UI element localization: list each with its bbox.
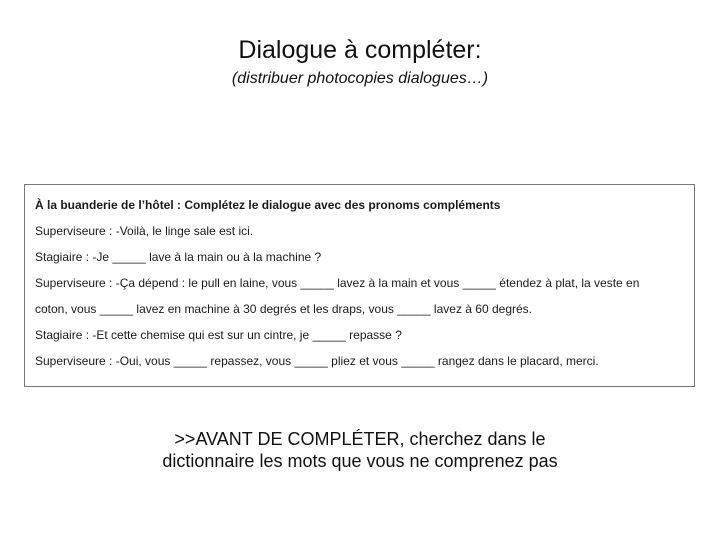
slide-subtitle: (distribuer photocopies dialogues…): [231, 70, 489, 87]
dialogue-line: Stagiaire : -Et cette chemise qui est sur un cintre, je _____ repasse ?: [35, 328, 402, 342]
instruction-text: [0, 428, 720, 472]
exercise-image: [24, 184, 695, 387]
instruction-line-1: >>AVANT DE COMPLÉTER, cherchez dans le: [174, 429, 546, 449]
slide-title: Dialogue à compléter:: [238, 36, 482, 64]
dialogue-line: Superviseure : -Voilà, le linge sale est ici.: [35, 224, 254, 238]
instruction-line-2: dictionnaire les mots que vous ne comprenez pas: [162, 451, 558, 471]
dialogue-line: Stagiaire : -Je _____ lave à la main ou à la machine ?: [35, 250, 322, 264]
dialogue-line: coton, vous _____ lavez en machine à 30 degrés et les draps, vous _____ lavez à 60 degrés.: [35, 302, 532, 316]
dialogue-line: Superviseure : -Ça dépend : le pull en laine, vous _____ lavez à la main et vous _____ étendez à plat, la veste en: [35, 276, 640, 290]
exercise-heading: À la buanderie de l’hôtel : Complétez le dialogue avec des pronoms compléments: [35, 198, 501, 212]
dialogue-line: Superviseure : -Oui, vous _____ repassez, vous _____ pliez et vous _____ rangez dans le placard, merci.: [35, 354, 599, 368]
